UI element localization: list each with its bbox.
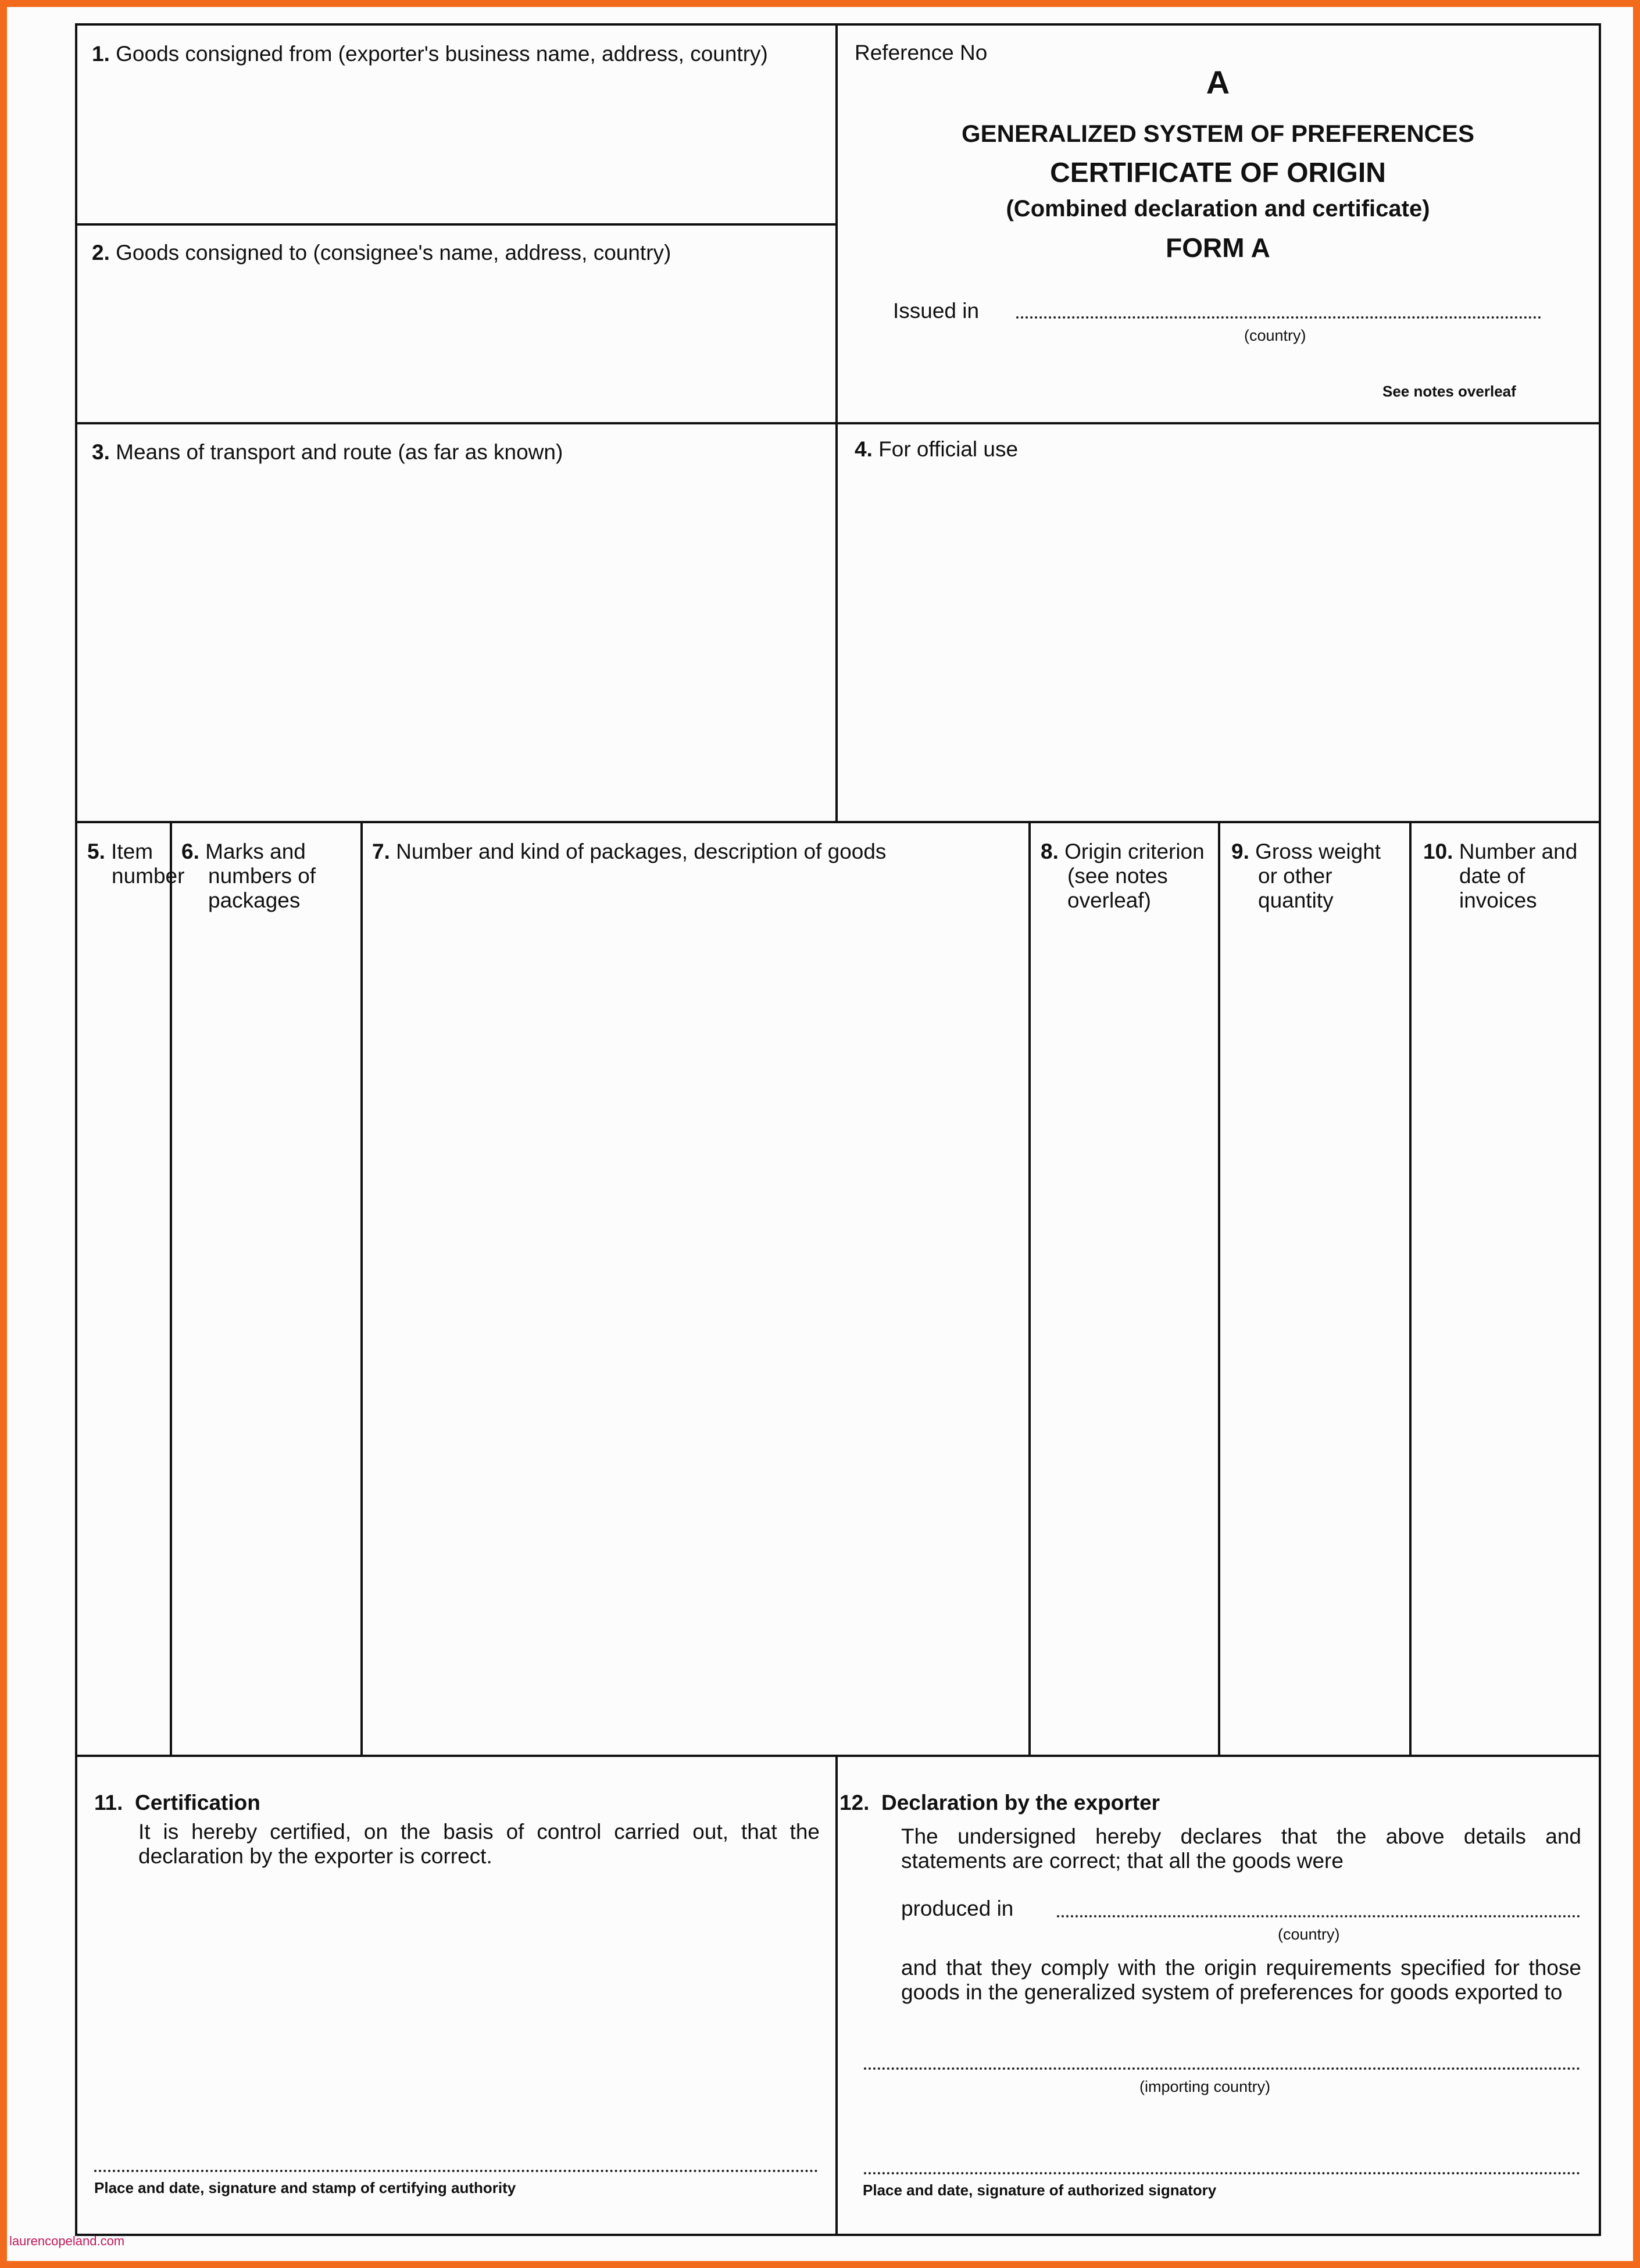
issued-country-caption: (country): [1244, 327, 1306, 344]
col-divider-5: [170, 822, 172, 1756]
issued-in-field[interactable]: [1016, 316, 1541, 319]
col7-header[interactable]: [372, 840, 1023, 864]
box4-number: 4.: [855, 437, 873, 461]
box12-title: [839, 1791, 1160, 1815]
issued-in-label: Issued in: [893, 299, 980, 323]
box11-number: 11.: [94, 1791, 123, 1815]
form-border-right: [1599, 24, 1601, 2236]
box1-label[interactable]: [92, 42, 813, 66]
form-border-left: [75, 24, 77, 2236]
produced-in-label: produced in: [901, 1896, 1014, 1920]
importing-country-caption: (importing country): [1139, 2078, 1271, 2095]
divider-row2: [75, 422, 1601, 424]
produced-country-caption: (country): [1278, 1926, 1340, 1943]
box11-signature-field[interactable]: [94, 2170, 818, 2172]
box11-text: It is hereby certified, on the basis of control carried out, that the declaration by the exporter is correct.: [138, 1820, 820, 1868]
reference-no-label[interactable]: Reference No: [855, 41, 988, 65]
divider-row3: [75, 821, 1601, 823]
box12-signature-caption: Place and date, signature of authorized signatory: [863, 2181, 1217, 2199]
box11-title: [94, 1791, 260, 1815]
form-border-top: [75, 23, 1601, 26]
col10-number: 10.: [1423, 840, 1453, 863]
box1-text: Goods consigned from (exporter's business name, address, country): [116, 42, 768, 66]
col-divider-7: [1028, 822, 1031, 1756]
box11-title-text: Certification: [134, 1791, 260, 1815]
box3-text: Means of transport and route (as far as known): [116, 440, 563, 464]
box12-number: 12.: [839, 1791, 870, 1815]
col9-header[interactable]: [1231, 840, 1406, 913]
box4-text: For official use: [878, 437, 1019, 461]
col5-header[interactable]: [87, 840, 185, 888]
col7-number: 7.: [372, 840, 390, 863]
col-divider-6: [360, 822, 363, 1756]
divider-row-items: [75, 1755, 1601, 1757]
box3-number: 3.: [92, 440, 110, 464]
divider-middle-bottom: [835, 1756, 838, 2235]
box12-title-text: Declaration by the exporter: [881, 1791, 1160, 1815]
col9-text: Gross weight or other quantity: [1255, 840, 1381, 912]
title-form-a: FORM A: [1166, 233, 1270, 263]
divider-box1-box2: [75, 223, 837, 226]
box2-label[interactable]: [92, 241, 824, 265]
importing-country-field[interactable]: [864, 2067, 1580, 2070]
see-notes-overleaf: See notes overleaf: [1382, 383, 1516, 400]
produced-in-field[interactable]: [1057, 1915, 1580, 1917]
box11-signature-caption: Place and date, signature and stamp of certifying authority: [94, 2179, 516, 2196]
col6-text: Marks and numbers of packages: [205, 840, 316, 912]
col8-text: Origin criterion (see notes overleaf): [1064, 840, 1205, 912]
box2-number: 2.: [92, 241, 110, 265]
title-combined: (Combined declaration and certificate): [1006, 196, 1430, 222]
title-certificate: CERTIFICATE OF ORIGIN: [1050, 158, 1386, 188]
box4-label[interactable]: [855, 437, 1018, 462]
watermark: laurencopeland.com: [9, 2234, 125, 2248]
col-divider-8: [1218, 822, 1220, 1756]
box3-label[interactable]: [92, 440, 563, 465]
col9-number: 9.: [1231, 840, 1249, 863]
box12-signature-field[interactable]: [864, 2172, 1580, 2174]
col10-header[interactable]: [1423, 840, 1592, 913]
col6-number: 6.: [181, 840, 199, 863]
col10-text: Number and date of invoices: [1459, 840, 1578, 912]
title-gsp: GENERALIZED SYSTEM OF PREFERENCES: [961, 120, 1475, 147]
form-border-bottom: [75, 2234, 1601, 2236]
col7-text: Number and kind of packages, description of goods: [396, 840, 887, 863]
col6-header[interactable]: [181, 840, 356, 913]
col-divider-9: [1409, 822, 1412, 1756]
col5-number: 5.: [87, 840, 105, 863]
box12-text2: and that they comply with the origin requirements specified for those goods in the generalized system of preferences for goods exported to: [901, 1956, 1581, 2004]
col8-number: 8.: [1041, 840, 1059, 863]
box1-number: 1.: [92, 42, 110, 66]
form-letter: A: [1206, 64, 1230, 101]
box12-text1: The undersigned hereby declares that the above details and statements are correct; that all the goods were: [901, 1824, 1581, 1873]
box2-text: Goods consigned to (consignee's name, address, country): [116, 241, 671, 265]
col8-header[interactable]: [1041, 840, 1209, 913]
col5-text: Item number: [111, 840, 185, 888]
